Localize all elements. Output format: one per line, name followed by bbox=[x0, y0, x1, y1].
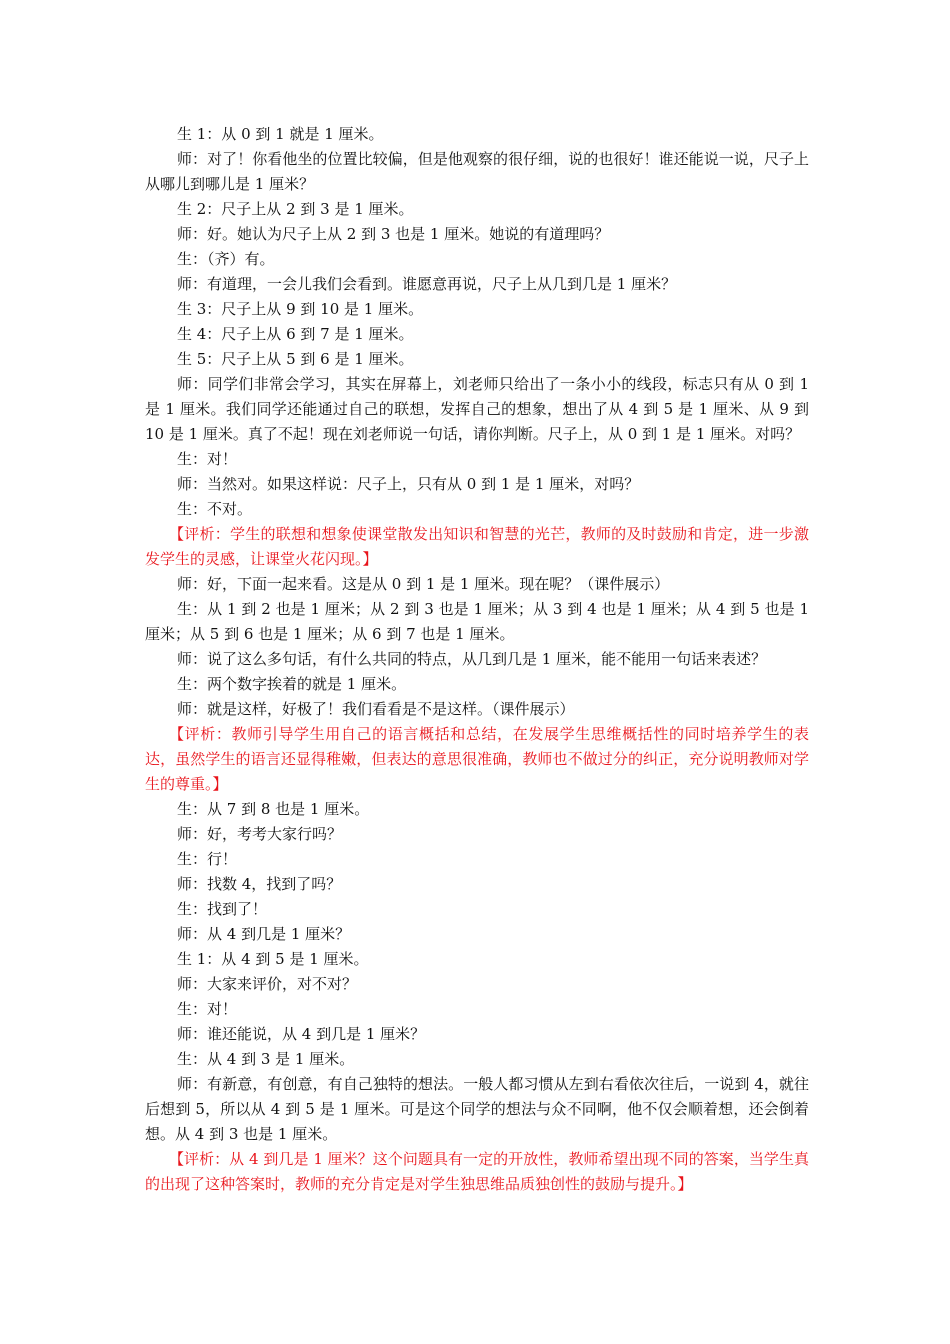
commentary-paragraph: 【评析：从 4 到几是 1 厘米？这个问题具有一定的开放性，教师希望出现不同的答案，当学生真的出现了这种答案时，教师的充分肯定是对学生独思维品质独创性的鼓励与提升。】 bbox=[145, 1150, 809, 1193]
dialogue-paragraph: 生：（齐）有。 bbox=[177, 250, 275, 268]
dialogue-paragraph: 生 3：尺子上从 9 到 10 是 1 厘米。 bbox=[177, 300, 424, 318]
dialogue-paragraph: 师：有新意，有创意，有自己独特的想法。一般人都习惯从左到右看依次往后，一说到 4，就往后想到 5，所以从 4 到 5 是 1 厘米。可是这个同学的想法与众不同啊，他不仅会顺着想，还会倒着想。从 4 到 3 也是 1 厘米。 bbox=[145, 1075, 809, 1143]
dialogue-paragraph: 生：找到了！ bbox=[177, 900, 268, 918]
dialogue-paragraph: 师：谁还能说，从 4 到几是 1 厘米？ bbox=[177, 1025, 426, 1043]
dialogue-paragraph: 生：两个数字挨着的就是 1 厘米。 bbox=[177, 675, 407, 693]
dialogue-paragraph: 师：就是这样，好极了！我们看看是不是这样。（课件展示） bbox=[177, 700, 575, 718]
dialogue-paragraph: 师：大家来评价，对不对？ bbox=[177, 975, 358, 993]
dialogue-paragraph: 生 2：尺子上从 2 到 3 是 1 厘米。 bbox=[177, 200, 414, 218]
dialogue-paragraph: 师：从 4 到几是 1 厘米？ bbox=[177, 925, 351, 943]
dialogue-paragraph: 生：从 7 到 8 也是 1 厘米。 bbox=[177, 800, 370, 818]
dialogue-paragraph: 生：对！ bbox=[177, 450, 238, 468]
dialogue-paragraph: 师：说了这么多句话，有什么共同的特点，从几到几是 1 厘米，能不能用一句话来表述？ bbox=[177, 650, 767, 668]
dialogue-paragraph: 生 5：尺子上从 5 到 6 是 1 厘米。 bbox=[177, 350, 414, 368]
dialogue-paragraph: 生：从 1 到 2 也是 1 厘米；从 2 到 3 也是 1 厘米；从 3 到 4 也是 1 厘米；从 4 到 5 也是 1 厘米；从 5 到 6 也是 1 厘米；从 6 到 7 也是 1 厘米。 bbox=[145, 600, 809, 643]
dialogue-paragraph: 师：对了！你看他坐的位置比较偏，但是他观察的很仔细，说的也很好！谁还能说一说，尺子上从哪儿到哪儿是 1 厘米？ bbox=[145, 150, 809, 193]
dialogue-paragraph: 师：好，下面一起来看。这是从 0 到 1 是 1 厘米。现在呢？（课件展示） bbox=[177, 575, 670, 593]
dialogue-paragraph: 生：对！ bbox=[177, 1000, 238, 1018]
dialogue-paragraph: 生 1：从 4 到 5 是 1 厘米。 bbox=[177, 950, 369, 968]
dialogue-paragraph: 生：从 4 到 3 是 1 厘米。 bbox=[177, 1050, 355, 1068]
dialogue-paragraph: 师：有道理，一会儿我们会看到。谁愿意再说，尺子上从几到几是 1 厘米？ bbox=[177, 275, 677, 293]
dialogue-paragraph: 师：好。她认为尺子上从 2 到 3 也是 1 厘米。她说的有道理吗？ bbox=[177, 225, 610, 243]
dialogue-paragraph: 生 4：尺子上从 6 到 7 是 1 厘米。 bbox=[177, 325, 414, 343]
dialogue-paragraph: 师：好，考考大家行吗？ bbox=[177, 825, 343, 843]
document-page bbox=[145, 122, 809, 1197]
dialogue-paragraph: 生：不对。 bbox=[177, 500, 253, 518]
dialogue-paragraph: 师：同学们非常会学习，其实在屏幕上，刘老师只给出了一条小小的线段，标志只有从 0 到 1 是 1 厘米。我们同学还能通过自己的联想，发挥自己的想象，想出了从 4 到 5 是 1 厘米、从 9 到 10 是 1 厘米。真了不起！现在刘老师说一句话，请你判断。尺子上，从 0 到 1 是 1 厘米。对吗？ bbox=[145, 375, 809, 443]
dialogue-paragraph: 生 1：从 0 到 1 就是 1 厘米。 bbox=[177, 125, 384, 143]
commentary-paragraph: 【评析：教师引导学生用自己的语言概括和总结，在发展学生思维概括性的同时培养学生的表达，虽然学生的语言还显得稚嫩，但表达的意思很准确，教师也不做过分的纠正，充分说明教师对学生的尊重。】 bbox=[145, 725, 809, 793]
commentary-paragraph: 【评析：学生的联想和想象使课堂散发出知识和智慧的光芒，教师的及时鼓励和肯定，进一步激发学生的灵感，让课堂火花闪现。】 bbox=[145, 525, 809, 568]
dialogue-paragraph: 师：当然对。如果这样说：尺子上，只有从 0 到 1 是 1 厘米，对吗？ bbox=[177, 475, 640, 493]
dialogue-paragraph: 师：找数 4，找到了吗？ bbox=[177, 875, 342, 893]
dialogue-paragraph: 生：行！ bbox=[177, 850, 238, 868]
